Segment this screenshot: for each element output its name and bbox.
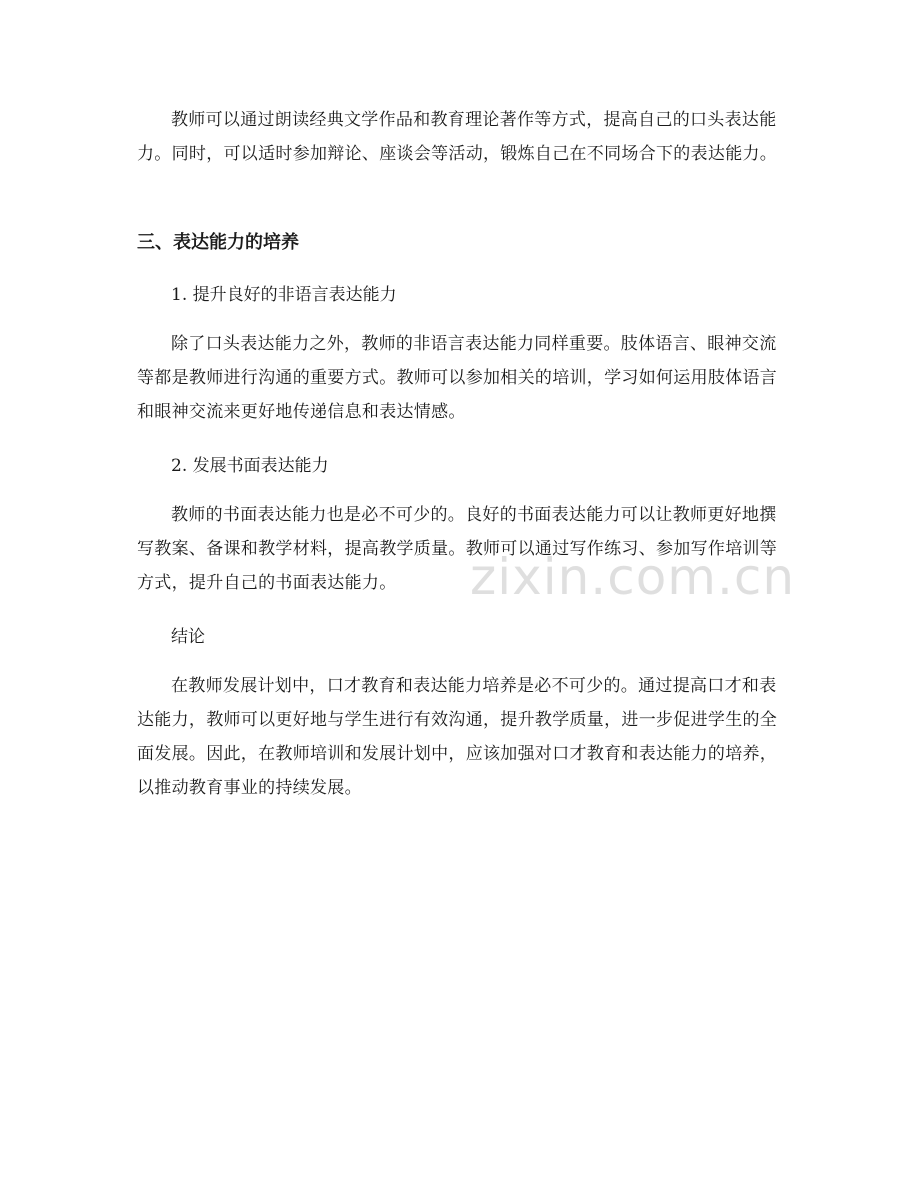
subsection-title-1: 1. 提升良好的非语言表达能力	[171, 285, 397, 305]
subsection-body-1: 除了口头表达能力之外，教师的非语言表达能力同样重要。肢体语言、眼神交流等都是教师进行沟通的重要方式。教师可以参加相关的培训，学习如何运用肢体语言和眼神交流来更好地传递信息和表达情感。	[137, 334, 778, 422]
subsection-body-2: 教师的书面表达能力也是必不可少的。良好的书面表达能力可以让教师更好地撰写教案、备课和教学材料，提高教学质量。教师可以通过写作练习、参加写作培训等方式，提升自己的书面表达能力。	[137, 505, 778, 593]
conclusion-body: 在教师发展计划中，口才教育和表达能力培养是必不可少的。通过提高口才和表达能力，教师可以更好地与学生进行有效沟通，提升教学质量，进一步促进学生的全面发展。因此，在教师培训和发展计划中，应该加强对口才教育和表达能力的培养，以推动教育事业的持续发展。	[137, 676, 778, 798]
watermark-text: zixin.com.cn	[470, 548, 796, 606]
section-heading: 三、表达能力的培养	[137, 232, 299, 253]
subsection-title-2: 2. 发展书面表达能力	[171, 456, 329, 476]
intro-paragraph: 教师可以通过朗读经典文学作品和教育理论著作等方式，提高自己的口头表达能力。同时，可以适时参加辩论、座谈会等活动，锻炼自己在不同场合下的表达能力。	[137, 110, 778, 164]
conclusion-title: 结论	[171, 627, 205, 647]
